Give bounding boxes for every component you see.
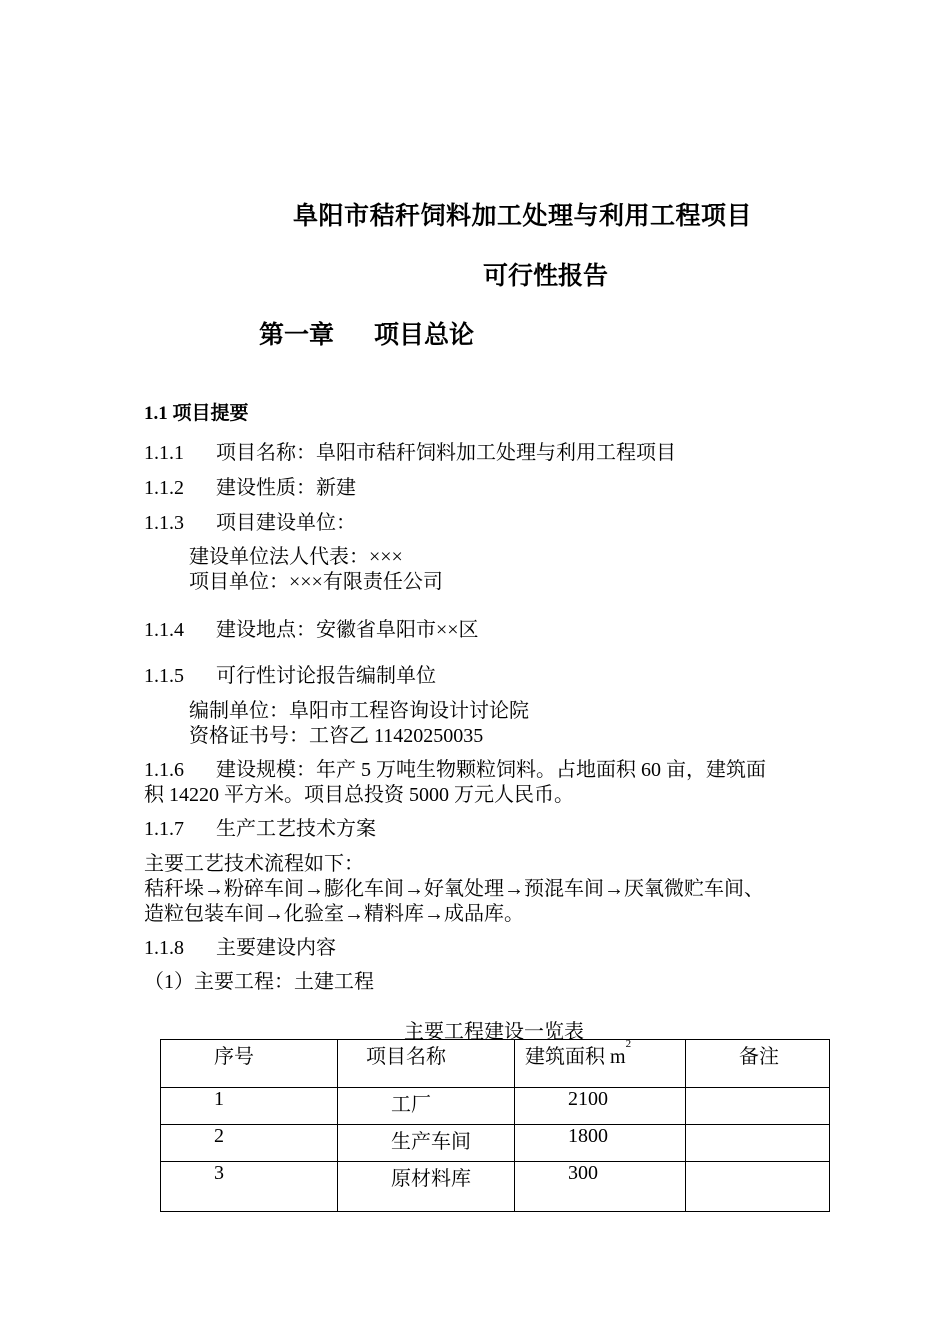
item-text: 建设地点：安徽省阜阳市××区: [216, 619, 479, 641]
table-caption: 主要工程建设一览表: [404, 1021, 584, 1043]
table-row: [161, 1162, 830, 1212]
item-text: 项目建设单位：: [216, 512, 356, 534]
chapter-title: 项目总论: [374, 320, 475, 349]
item-1-1-1: [144, 436, 676, 465]
item-1-1-4: [144, 613, 479, 642]
cell-name: 工厂: [391, 1094, 431, 1116]
item-1-1-5-sub1: 编制单位：阜阳市工程咨询设计讨论院: [189, 700, 529, 722]
item-1-1-7: [144, 812, 376, 841]
table-header-row: [161, 1040, 830, 1088]
flow-intro: 主要工艺技术流程如下：: [144, 853, 364, 875]
item-text: 建设性质：新建: [216, 477, 356, 499]
item-1-1-8: [144, 931, 336, 960]
item-text: 主要建设内容: [216, 937, 336, 959]
item-number: 1.1.5: [144, 665, 184, 687]
cell-area: 1800: [568, 1125, 608, 1147]
item-text: 建设规模：年产 5 万吨生物颗粒饲料。占地面积 60 亩，建筑面: [216, 759, 766, 781]
chapter-number: 第一章: [259, 320, 335, 349]
flow-line2: 造粒包装车间→化验室→精料库→成品库。: [144, 903, 524, 925]
cell-area: 2100: [568, 1088, 608, 1110]
cell-area: 300: [568, 1162, 598, 1184]
cell-name: 生产车间: [391, 1131, 471, 1153]
item-1-1-3: [144, 506, 356, 535]
header-index: 序号: [214, 1046, 254, 1068]
cell-name: 原材料库: [391, 1168, 471, 1190]
item-1-1-6-cont: 积 14220 平方米。项目总投资 5000 万元人民币。: [144, 784, 574, 806]
table-row: [161, 1125, 830, 1162]
header-remark: 备注: [739, 1046, 779, 1068]
doc-title-line1: 阜阳市秸秆饲料加工处理与利用工程项目: [293, 201, 753, 230]
item-1-1-2: [144, 471, 356, 500]
item-1-1-5-sub2: 资格证书号：工咨乙 11420250035: [189, 725, 484, 747]
cell-index: 3: [214, 1162, 224, 1184]
construction-table: [160, 1039, 830, 1212]
flow-line1: 秸秆垛→粉碎车间→膨化车间→好氧处理→预混车间→厌氧微贮车间、: [144, 878, 764, 900]
item-1-1-5: [144, 659, 436, 688]
section-title: 1.1 项目提要: [144, 403, 249, 424]
cell-index: 1: [214, 1088, 224, 1110]
item-1-1-3-sub1: 建设单位法人代表：×××: [189, 546, 403, 568]
item-number: 1.1.6: [144, 759, 184, 781]
header-name: 项目名称: [366, 1046, 446, 1068]
item-1-1-3-sub2: 项目单位：×××有限责任公司: [189, 571, 443, 593]
table-row: [161, 1088, 830, 1125]
subsection-1: （1）主要工程：土建工程: [144, 971, 374, 993]
cell-index: 2: [214, 1125, 224, 1147]
item-text: 生产工艺技术方案: [216, 818, 376, 840]
doc-title-line2: 可行性报告: [483, 261, 609, 290]
item-number: 1.1.8: [144, 937, 184, 959]
item-text: 项目名称：阜阳市秸秆饲料加工处理与利用工程项目: [216, 442, 676, 464]
item-text: 可行性讨论报告编制单位: [216, 665, 436, 687]
item-number: 1.1.3: [144, 512, 184, 534]
item-number: 1.1.1: [144, 442, 184, 464]
item-number: 1.1.2: [144, 477, 184, 499]
item-number: 1.1.7: [144, 818, 184, 840]
item-number: 1.1.4: [144, 619, 184, 641]
header-area-sup: 2: [625, 1038, 632, 1050]
header-area: 建筑面积 m: [525, 1046, 626, 1068]
chapter-heading: [259, 315, 474, 351]
